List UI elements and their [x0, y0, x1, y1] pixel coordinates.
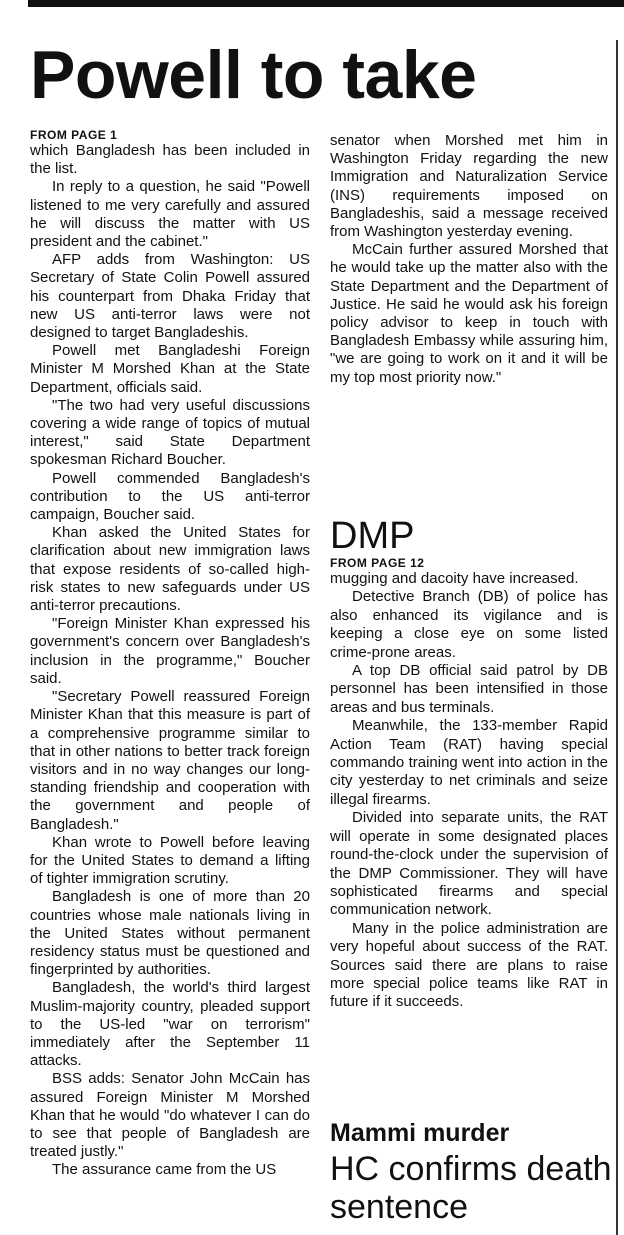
next-story-headline: HC confirms death sentence: [330, 1150, 612, 1226]
dmp-headline: DMP: [330, 515, 415, 557]
story-paragraph: which Bangladesh has been included in the list.: [30, 142, 310, 178]
story-paragraph: Divided into separate units, the RAT will operate in some designated places round-the-clock under the supervision of the DMP Commissioner. They will have sophisticated firearms and special communication network.: [330, 809, 608, 919]
story-paragraph: Meanwhile, the 133-member Rapid Action Team (RAT) having special commando training went into action in the city yesterday to net criminals and seize illegal firearms.: [330, 717, 608, 808]
story-paragraph: In reply to a question, he said "Powell listened to me very carefully and assured he will discuss the matter with US president and the cabinet.": [30, 178, 310, 251]
right-column: [330, 132, 608, 387]
story-paragraph: mugging and dacoity have increased.: [330, 570, 579, 587]
story-paragraph: Bangladesh is one of more than 20 countries whose male nationals living in the United States without permanent residency status must be questioned and fingerprinted by authorities.: [30, 888, 310, 979]
story-paragraph: Powell met Bangladeshi Foreign Minister M Morshed Khan at the State Department, officials said.: [30, 342, 310, 396]
story-paragraph: Powell commended Bangladesh's contribution to the US anti-terror campaign, Boucher said.: [30, 469, 310, 524]
story-paragraph: "Secretary Powell reassured Foreign Minister Khan that this measure is part of a comprehensive programme similar to that in other nations to better track foreign visitors and in no way changes our long-standing friendship and cooperation with the government and people of Bangladesh.": [30, 688, 310, 833]
story-paragraph: McCain further assured Morshed that he would take up the matter also with the State Department and the Department of Justice. He said he would ask his foreign policy advisor to keep in touch with Bangladesh Embassy while assuring him, "we are going to work on it and it will be my top most priority now.": [330, 241, 608, 386]
continuation-kicker: FROM PAGE 12: [330, 556, 425, 570]
story-paragraph: Khan asked the United States for clarification about new immigration laws that expose residents of so-called high-risk states to new safeguards under US anti-terror precautions.: [30, 524, 310, 615]
next-story-subheadline: Mammi murder: [330, 1119, 510, 1147]
story-paragraph: Detective Branch (DB) of police has also enhanced its vigilance and is keeping a close eye on some listed crime-prone areas.: [330, 588, 608, 661]
story-paragraph: A top DB official said patrol by DB personnel has been intensified in those areas and bus terminals.: [330, 662, 608, 716]
story-paragraph: Khan wrote to Powell before leaving for the United States to demand a lifting of tighter immigration scrutiny.: [30, 833, 310, 888]
story-paragraph: The assurance came from the US: [52, 1161, 277, 1179]
story-paragraph: "The two had very useful discussions covering a wide range of topics of mutual interest," said State Department spokesman Richard Boucher.: [30, 396, 310, 469]
story-paragraph: Many in the police administration are very hopeful about success of the RAT. Sources said there are plans to raise more special police teams like RAT in future if it succeeds.: [330, 919, 608, 1011]
continuation-kicker: FROM PAGE 1: [30, 128, 118, 142]
story-paragraph: BSS adds: Senator John McCain has assured Foreign Minister M Morshed Khan that he would "do whatever I can do to see that people of Bangladesh are treated justly.": [30, 1070, 310, 1161]
top-border-rule: [28, 0, 624, 7]
column-divider-rule: [616, 40, 618, 1235]
dmp-story-body: [330, 556, 608, 1012]
story-paragraph: AFP adds from Washington: US Secretary of State Colin Powell assured his counterpart from Dhaka Friday that new US anti-terror laws were not designed to target Bangladeshis.: [30, 251, 310, 342]
story-headline: Powell to take: [30, 37, 477, 113]
left-column: [30, 128, 310, 1180]
story-paragraph: Bangladesh, the world's third largest Muslim-majority country, pleaded support to the US-led "war on terrorism" immediately after the September 11 attacks.: [30, 979, 310, 1070]
story-paragraph: senator when Morshed met him in Washington Friday regarding the new Immigration and Naturalization Service (INS) requirements imposed on Bangladeshis, said a message received from Washington yesterday evening.: [330, 132, 608, 241]
story-paragraph: "Foreign Minister Khan expressed his government's concern over Bangladesh's inclusion in the programme," Boucher said.: [30, 615, 310, 687]
